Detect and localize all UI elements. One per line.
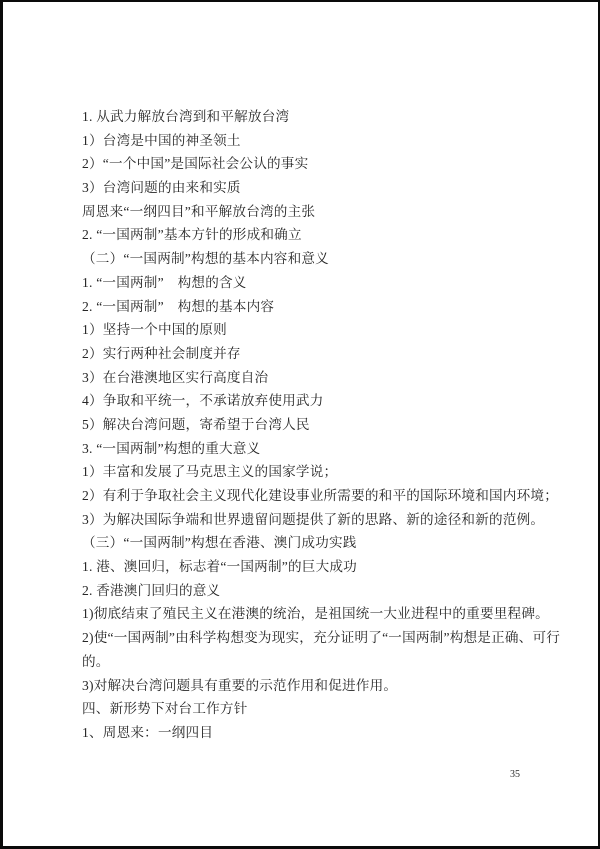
text-line: 3. “一国两制”构想的重大意义 [82,440,261,456]
text-line: 1）台湾是中国的神圣领土 [82,132,241,148]
text-line: 2. 香港澳门回归的意义 [82,582,221,598]
text-line: 四、新形势下对台工作方针 [82,701,248,717]
text-line: 2)使“一国两制”由科学构想变为现实，充分证明了“一国两制”构想是正确、可行 [82,630,561,646]
text-line: 2. “一国两制” 构想的基本内容 [82,298,275,314]
text-line: 1. “一国两制” 构想的含义 [82,274,247,290]
text-line: 2）有利于争取社会主义现代化建设事业所需要的和平的国际环境和国内环境； [82,488,558,503]
text-line: 周恩来“一纲四目”和平解放台湾的主张 [82,203,316,219]
text-line: 3)对解决台湾问题具有重要的示范作用和促进作用。 [82,677,398,693]
text-line: 3）在台港澳地区实行高度自治 [82,369,269,385]
text-line: 的。 [82,653,110,669]
text-line: 4）争取和平统一，不承诺放弃使用武力 [82,393,324,409]
text-line: 2）实行两种社会制度并存 [82,345,241,361]
text-line: 1. 港、澳回归，标志着“一国两制”的巨大成功 [82,559,357,575]
text-line: 3）为解决国际争端和世界遗留问题提供了新的思路、新的途径和新的范例。 [82,511,545,527]
text-line: 1)彻底结束了殖民主义在港澳的统治，是祖国统一大业进程中的重要里程碑。 [82,606,549,622]
page-number: 35 [510,769,520,780]
text-line: （三）“一国两制”构想在香港、澳门成功实践 [82,535,357,551]
text-line: 1. 从武力解放台湾到和平解放台湾 [82,109,290,124]
text-line: 5）解决台湾问题，寄希望于台湾人民 [82,416,310,432]
text-line: （二）“一国两制”构想的基本内容和意义 [82,251,329,267]
text-line: 1）坚持一个中国的原则 [82,322,227,338]
text-line: 1、周恩来：一纲四目 [82,724,214,740]
text-line: 1）丰富和发展了马克思主义的国家学说； [82,464,338,480]
document-body [82,105,588,745]
text-line: 2）“一个中国”是国际社会公认的事实 [82,156,309,172]
text-line: 3）台湾问题的由来和实质 [82,180,241,196]
text-line: 2. “一国两制”基本方针的形成和确立 [82,227,302,243]
